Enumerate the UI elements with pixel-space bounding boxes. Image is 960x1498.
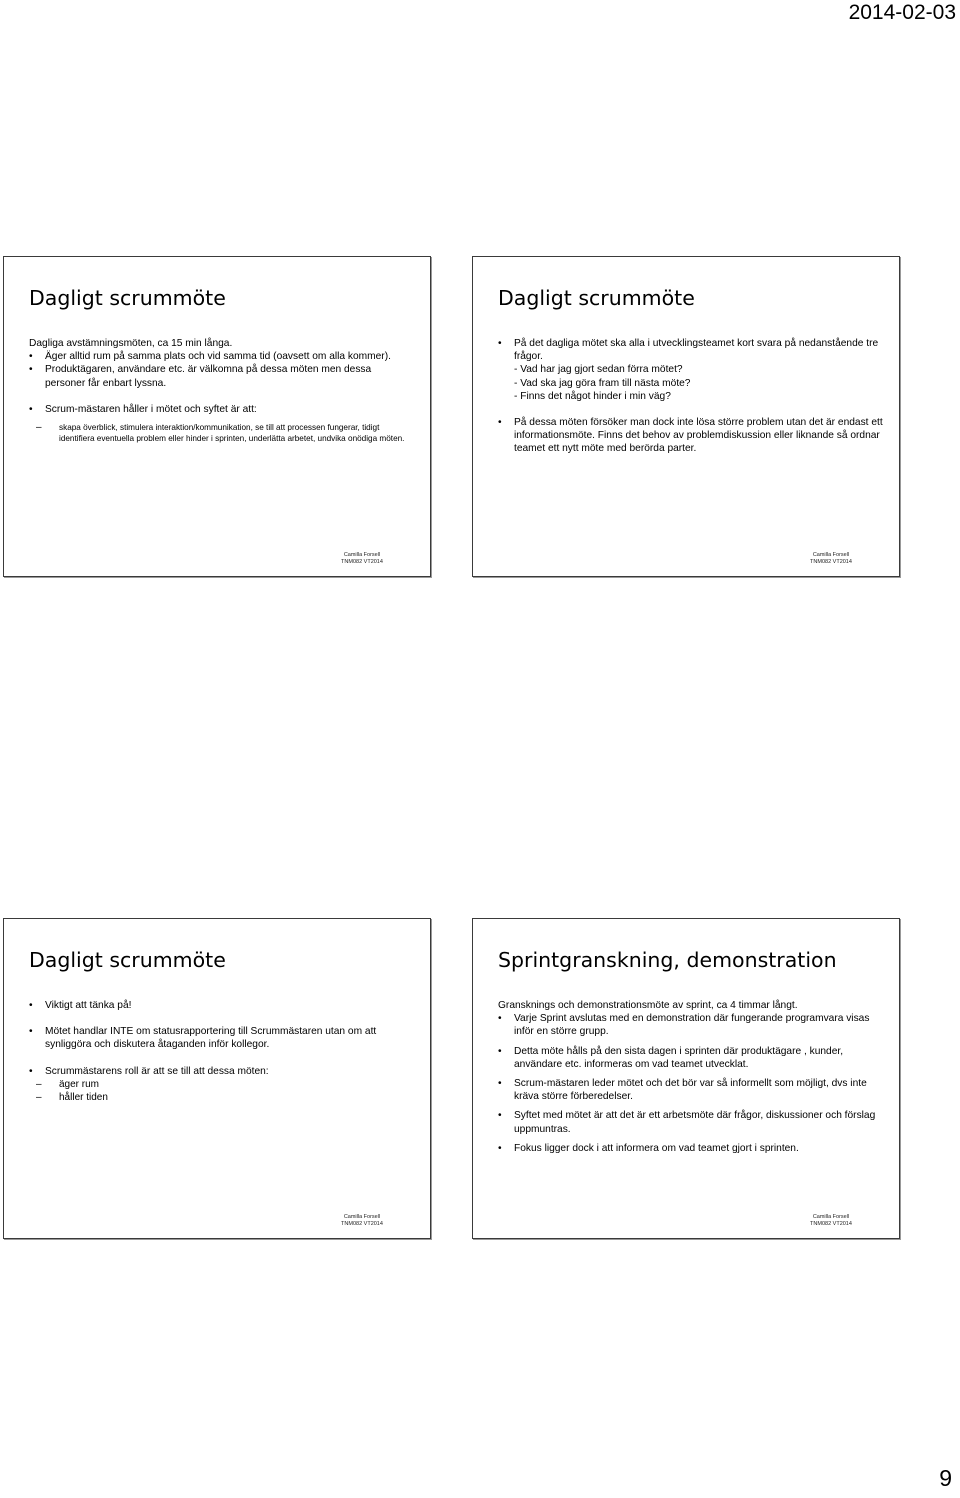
slide-body — [29, 337, 414, 445]
bullet-item: • Scrum-mästaren håller i mötet och syftet är att: — [29, 403, 414, 416]
footer-author: Camilla Forsell — [812, 552, 850, 558]
question-item: - Vad har jag gjort sedan förra mötet? — [514, 364, 683, 376]
question-item: - Finns det något hinder i min väg? — [514, 390, 671, 402]
sub-bullet-item: – äger rum — [29, 1078, 414, 1091]
slide-footer — [325, 552, 399, 565]
footer-author: Camilla Forsell — [812, 1214, 850, 1220]
slide-body — [498, 337, 883, 456]
bullet-item: • Syftet med mötet är att det är ett arbetsmöte där frågor, diskussioner och förslag uppmuntras. — [498, 1109, 883, 1135]
slide-title: Sprintgranskning, demonstration — [498, 948, 837, 972]
slide-title: Dagligt scrummöte — [29, 286, 226, 310]
page-number: 9 — [939, 1465, 952, 1491]
intro-text: Gransknings och demonstrationsmöte av sprint, ca 4 timmar långt. — [498, 1000, 798, 1011]
page-date: 2014-02-03 — [848, 1, 956, 24]
question-item: - Vad ska jag göra fram till nästa möte? — [514, 377, 691, 389]
slide-title: Dagligt scrummöte — [29, 948, 226, 972]
intro-text: Dagliga avstämningsmöten, ca 15 min långa. — [29, 338, 233, 349]
bullet-item: • Scrummästarens roll är att se till att dessa möten: — [29, 1065, 414, 1078]
slide-1 — [3, 256, 431, 577]
sub-bullet-item: – håller tiden — [29, 1091, 414, 1104]
bullet-item: • Äger alltid rum på samma plats och vid samma tid (oavsett om alla kommer). — [29, 350, 414, 363]
slide-3 — [3, 918, 431, 1239]
sub-bullet-item: – skapa överblick, stimulera interaktion/kommunikation, se till att processen fungerar, tidigt identifiera eventuella problem eller hinder i sprinten, underlätta arbetet, undvika onödiga möten. — [29, 422, 414, 445]
bullet-item: • Varje Sprint avslutas med en demonstration där fungerande programvara visas inför en större grupp. — [498, 1012, 883, 1038]
slide-body — [498, 999, 883, 1155]
bullet-item: • Scrum-mästaren leder mötet och det bör var så informellt som möjligt, dvs inte kräva större förberedelser. — [498, 1077, 883, 1103]
footer-course: TNM082 VT2014 — [810, 1220, 852, 1227]
footer-author: Camilla Forsell — [343, 552, 381, 558]
slide-4 — [472, 918, 900, 1239]
footer-course: TNM082 VT2014 — [341, 1220, 383, 1227]
slide-body — [29, 999, 414, 1104]
slide-footer — [794, 552, 868, 565]
slide-2 — [472, 256, 900, 577]
bullet-item: • Fokus ligger dock i att informera om vad teamet gjort i sprinten. — [498, 1142, 883, 1155]
bullet-item: • Detta möte hålls på den sista dagen i sprinten där produktägare , kunder, användare etc. informeras om vad teamet utvecklat. — [498, 1045, 883, 1071]
footer-course: TNM082 VT2014 — [341, 558, 383, 565]
slide-title: Dagligt scrummöte — [498, 286, 695, 310]
slide-footer — [325, 1214, 399, 1227]
bullet-item: • Mötet handlar INTE om statusrapportering till Scrummästaren utan om att synliggöra och diskutera åtaganden inför kollegor. — [29, 1025, 414, 1051]
bullet-item: • På det dagliga mötet ska alla i utvecklingsteamet kort svara på nedanstående tre frågor. — [498, 337, 883, 363]
footer-course: TNM082 VT2014 — [810, 558, 852, 565]
footer-author: Camilla Forsell — [343, 1214, 381, 1220]
bullet-item: • Produktägaren, användare etc. är välkomna på dessa möten men dessa personer får enbart lyssna. — [29, 363, 414, 389]
bullet-item: • Viktigt att tänka på! — [29, 999, 414, 1012]
bullet-item: • På dessa möten försöker man dock inte lösa större problem utan det är endast ett informationsmöte. Finns det behov av problemdiskussion eller liknande så ordnar teamet ett nytt möte med berörda parter. — [498, 416, 883, 456]
slide-footer — [794, 1214, 868, 1227]
